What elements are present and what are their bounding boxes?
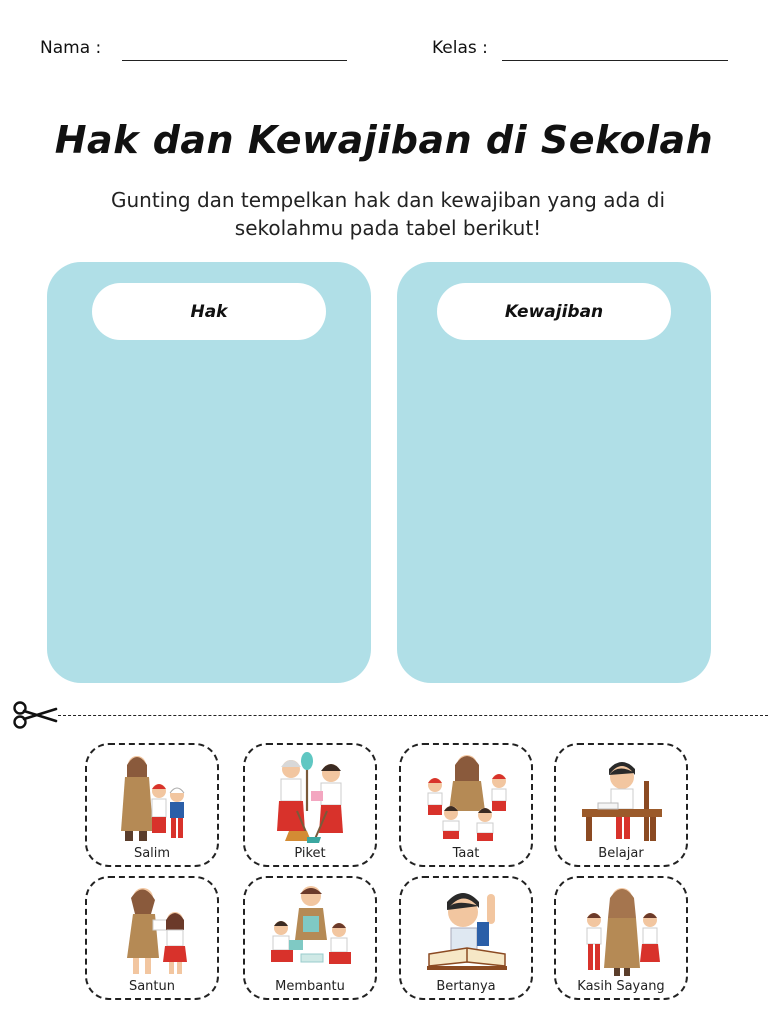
- cut-line: [58, 715, 768, 716]
- card-bertanya[interactable]: [399, 876, 533, 1000]
- card-santun[interactable]: [85, 876, 219, 1000]
- piket-illustration: [267, 751, 355, 845]
- card-label: Piket: [294, 846, 326, 861]
- card-taat[interactable]: [399, 743, 533, 867]
- name-label: Nama :: [40, 38, 102, 58]
- name-field-line[interactable]: [122, 60, 347, 61]
- page-title: Hak dan Kewajiban di Sekolah: [54, 118, 714, 162]
- card-label: Kasih Sayang: [577, 979, 665, 994]
- bertanya-illustration: [423, 884, 511, 978]
- membantu-illustration: [267, 884, 355, 978]
- hak-heading: Hak: [92, 283, 326, 340]
- scissors-icon: [12, 700, 60, 730]
- card-membantu[interactable]: [243, 876, 377, 1000]
- kasih-sayang-illustration: [578, 884, 666, 978]
- taat-illustration: [423, 751, 511, 845]
- card-belajar[interactable]: [554, 743, 688, 867]
- kewajiban-panel[interactable]: [397, 262, 711, 683]
- salim-illustration: [109, 751, 197, 845]
- card-label: Salim: [133, 846, 171, 861]
- card-label: Belajar: [598, 846, 644, 861]
- instruction-text: Gunting dan tempelkan hak dan kewajiban yang ada di sekolahmu pada tabel berikut!: [110, 188, 666, 240]
- class-field-line[interactable]: [502, 60, 728, 61]
- card-kasih-sayang[interactable]: [554, 876, 688, 1000]
- card-label: Taat: [452, 846, 480, 861]
- card-label: Membantu: [275, 979, 345, 994]
- card-piket[interactable]: [243, 743, 377, 867]
- card-label: Bertanya: [436, 979, 496, 994]
- belajar-illustration: [578, 751, 666, 845]
- santun-illustration: [109, 884, 197, 978]
- hak-panel[interactable]: [47, 262, 371, 683]
- class-label: Kelas :: [432, 38, 488, 58]
- card-salim[interactable]: [85, 743, 219, 867]
- kewajiban-heading: Kewajiban: [437, 283, 671, 340]
- card-label: Santun: [128, 979, 176, 994]
